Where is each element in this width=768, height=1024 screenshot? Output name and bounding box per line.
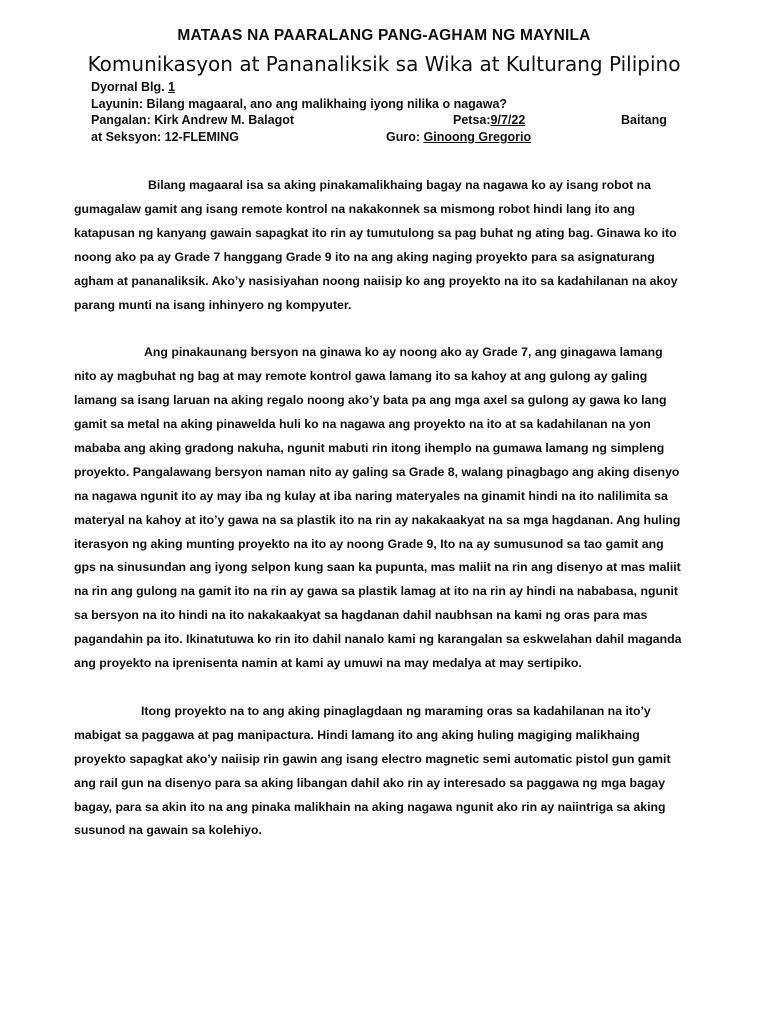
layunin-line: Layunin: Bilang magaaral, ano ang malikhaing iyong nilika o nagawa?	[91, 97, 508, 111]
petsa-line	[453, 113, 525, 127]
seksyon-line: at Seksyon: 12-FLEMING	[91, 130, 239, 144]
petsa-label: Petsa:	[453, 113, 491, 127]
guro-value: Ginoong Gregorio	[423, 130, 532, 144]
subject-title: Komunikasyon at Pananaliksik sa Wika at Kulturang Pilipino	[87, 52, 681, 76]
pangalan-line: Pangalan: Kirk Andrew M. Balagot	[91, 113, 295, 127]
journal-body	[74, 174, 682, 843]
baitang-label: Baitang	[621, 113, 667, 127]
guro-label: Guro:	[386, 130, 421, 144]
dyornal-label: Dyornal Blg.	[91, 80, 165, 94]
guro-line	[386, 130, 531, 144]
paragraph-1: Bilang magaaral isa sa aking pinakamalikhaing bagay na nagawa ko ay isang robot na gumagalaw gamit ang isang remote kontrol na nakakonnek sa mismong robot hindi lang ito ang katapusan ng kanyang gawain sapagkat ito rin ay tumutulong sa pag buhat ng ating bag. Ginawa ko ito noong ako pa ay Grade 7 hanggang Grade 9 ito na ang aking naging proyekto para sa asignaturang agham at pananaliksik. Ako’y nasisiyahan noong naiisip ko ang proyekto na ito sa kadahilanan na akoy parang munti na isang inhinyero ng kompyuter.	[74, 178, 678, 312]
dyornal-number: 1	[168, 80, 176, 94]
petsa-value: 9/7/22	[490, 113, 526, 127]
paragraph-2: Ang pinakaunang bersyon na ginawa ko ay noong ako ay Grade 7, ang ginagawa lamang nito ay magbuhat ng bag at may remote kontrol gawa lamang ito sa kahoy at ang gulong ay galing lamang sa isang laruan na aking regalo noong ako’y bata pa ang mga axel sa gulong ay gawa ko lang gamit sa metal na aking pinawelda huli ko na nagawa ang proyekto na ito at sa kadahilanan na yon mababa ang aking gradong nakuha, ngunit mabuti rin itong ihemplo na gumawa lamang ng simpleng proyekto. Pangalawang bersyon naman nito ay galing sa Grade 8, walang pinagbago ang aking disenyo na nagawa ngunit ito ay may iba ng kulay at iba naring materyales na ginamit hindi na ito nalilimita sa materyal na kahoy at ito’y gawa na sa plastik ito na rin ay nakakaakyat na sa mga hagdanan. Ang huling iterasyon ng aking munting proyekto na ito ay noong Grade 9, Ito na ay sumusunod sa tao gamit ang gps na sinusundan ang iyong selpon kung saan ka pupunta, mas maliit na rin ang disenyo at mas maliit na rin ang gulong na gamit ito na rin ay gawa sa plastik lamag at ito na rin ay hindi na nababasa, ngunit sa bersyon na ito hindi na ito nakakaakyat sa hagdanan dahil naubhsan na kami ng oras para mas pagandahin pa ito. Ikinatutuwa ko rin ito dahil nanalo kami ng karangalan sa eskwelahan dahil maganda ang proyekto na iprenisenta namin at kami ay umuwi na may medalya at may sertipiko.	[74, 345, 682, 671]
school-name: MATAAS NA PAARALANG PANG-AGHAM NG MAYNILA	[177, 27, 591, 44]
paragraph-3: Itong proyekto na to ang aking pinaglagdaan ng maraming oras sa kadahilanan na ito’y mabigat sa paggawa at pag manipactura. Hindi lamang ito ang aking huling magiging malikhaing proyekto sapagkat ako’y naiisip rin gawin ang isang electro magnetic semi automatic pistol gun gamit ang rail gun na disenyo para sa aking libangan dahil ako rin ay interesado sa paggawa ng mga bagay bagay, para sa akin ito na ang pinaka malikhain na aking nagawa ngunit ako rin ay naiintriga sa aking susunod na gawain sa kolehiyo.	[74, 703, 671, 838]
dyornal-line	[91, 80, 175, 94]
